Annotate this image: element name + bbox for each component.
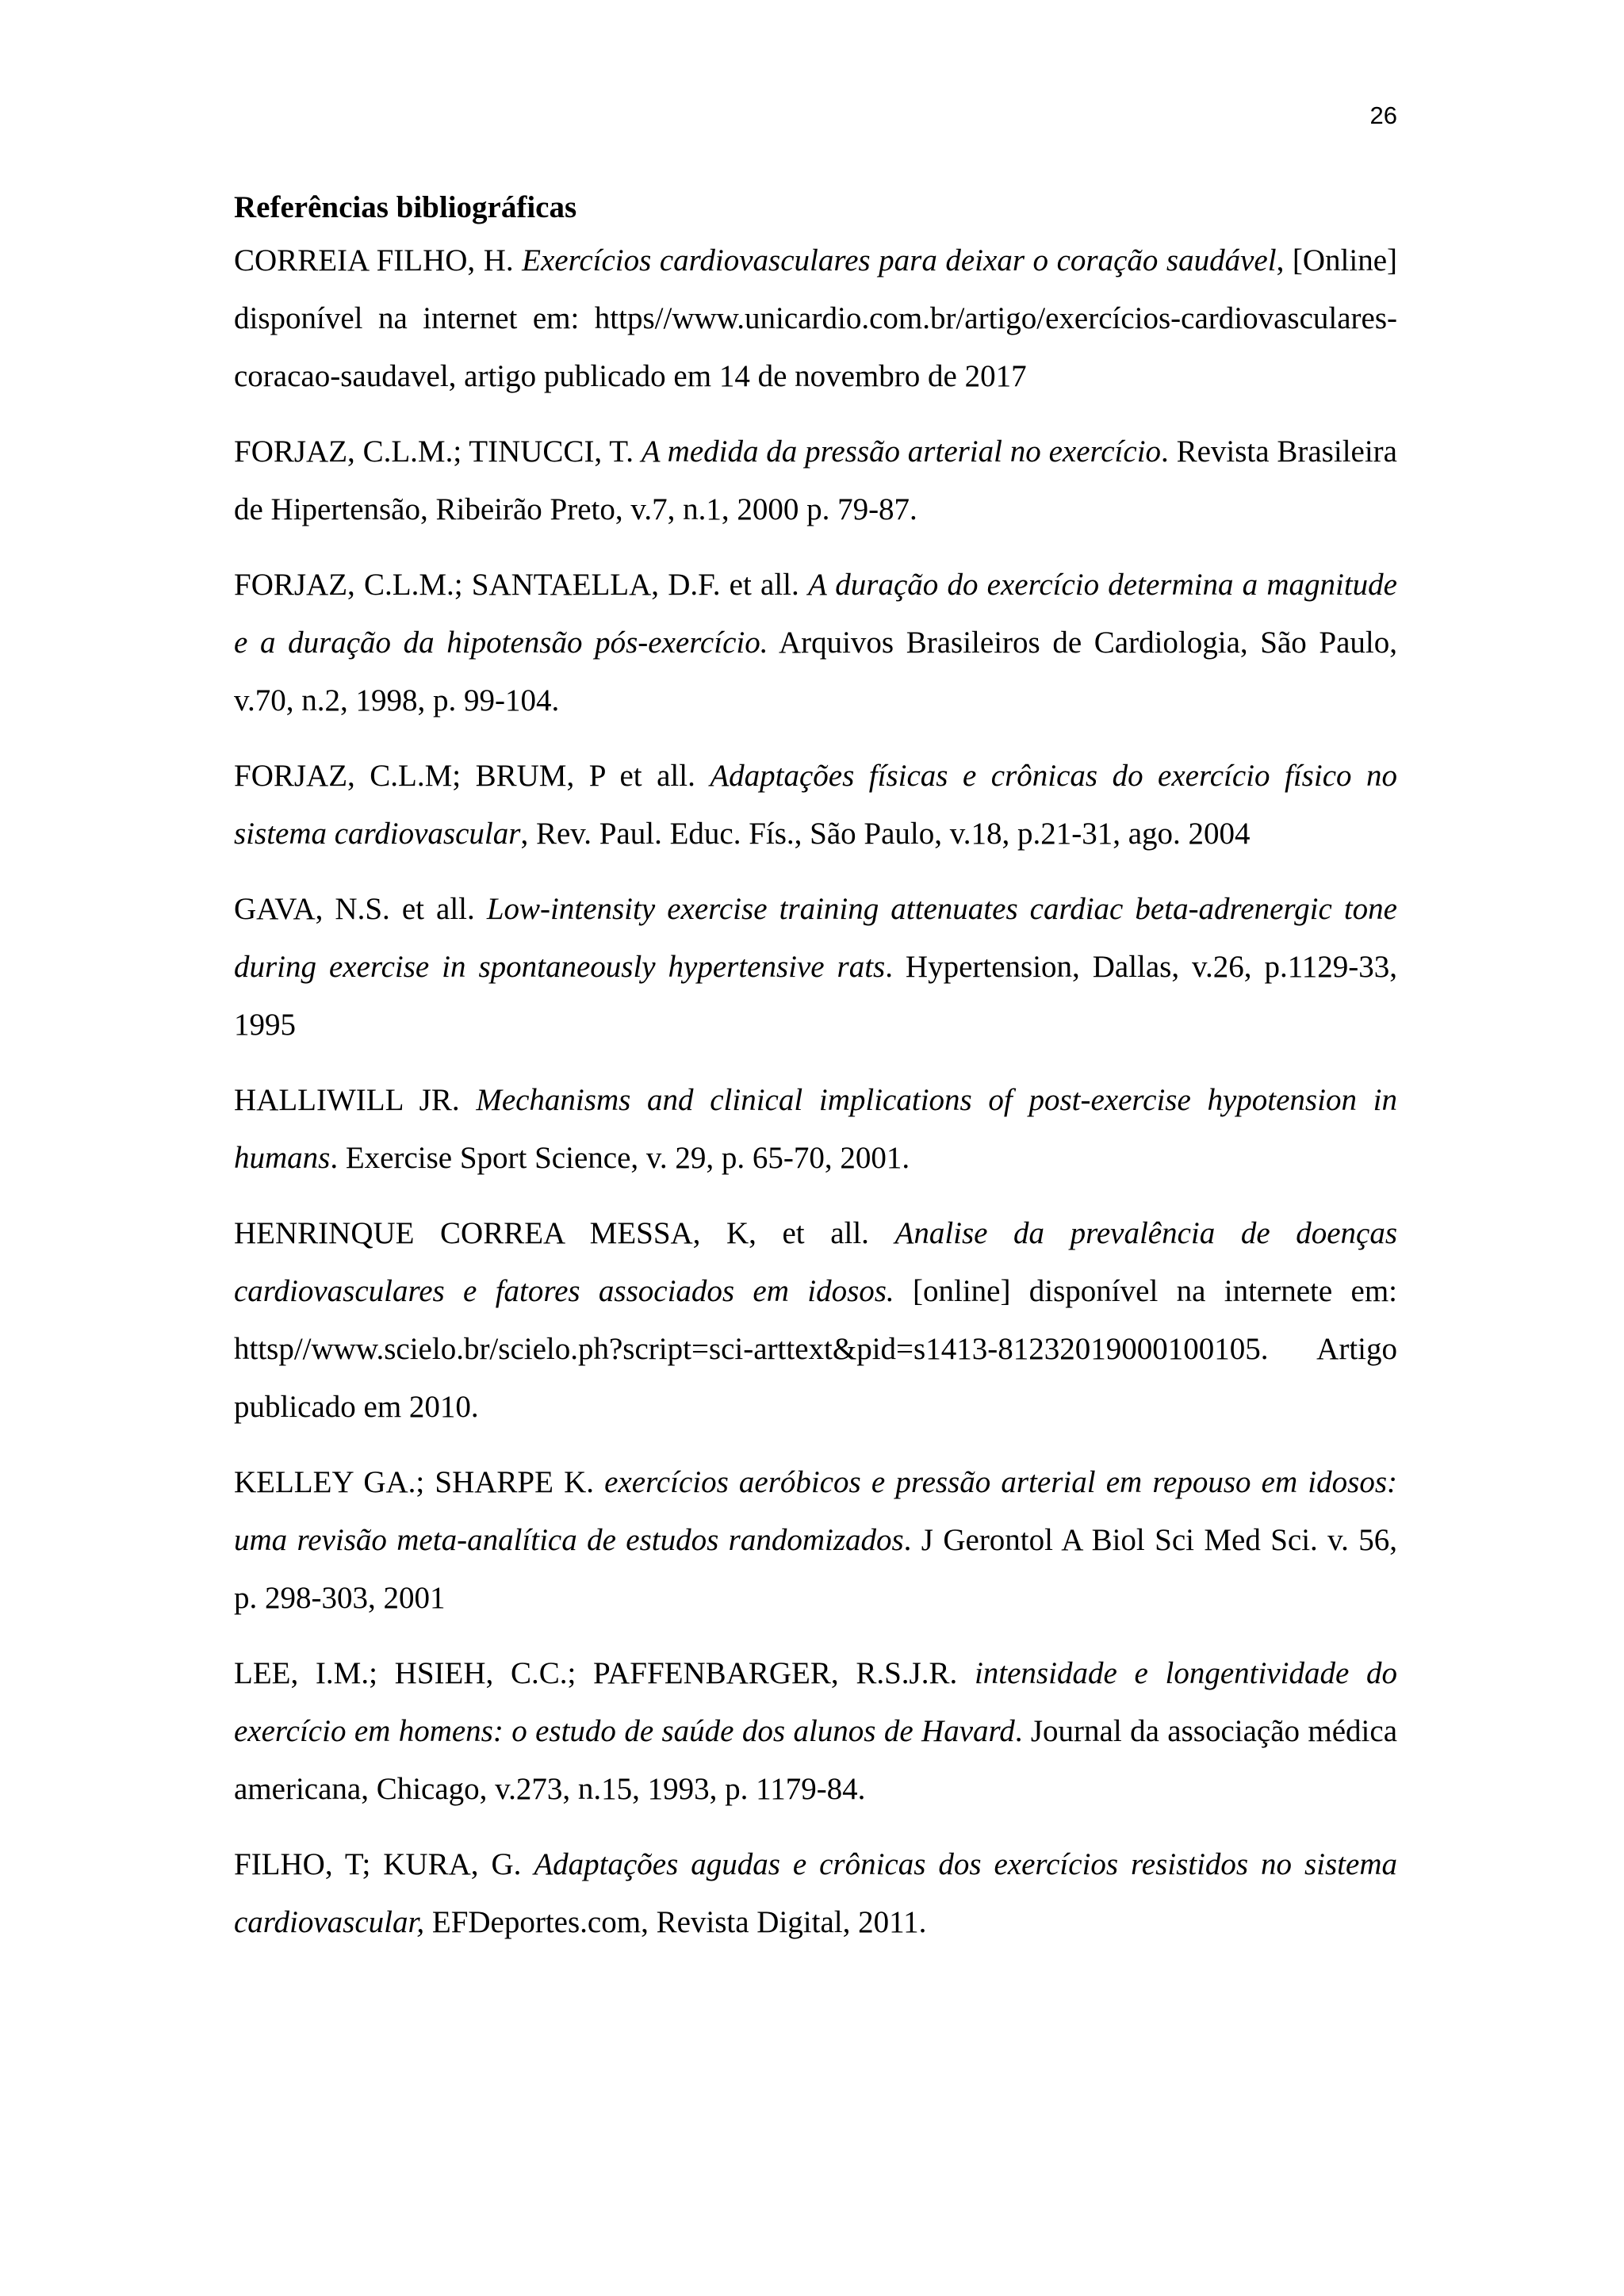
reference-item [234,747,1397,863]
reference-title: exercícios aeróbicos e pressão arterial em repouso em idosos: uma revisão meta-analítica de estudos randomizados [234,1465,1397,1557]
reference-item [234,1644,1397,1818]
reference-source: . Revista Brasileira de Hipertensão, Ribeirão Preto, v.7, n.1, 2000 p. 79-87. [234,434,1397,526]
references-section [234,187,1397,1969]
reference-title: Analise da prevalência de doenças cardiovasculares e fatores associados em idosos. [234,1216,1397,1308]
reference-source: [online] disponível na internete em: httsp//www.scielo.br/scielo.ph?script=sci-arttext&pid=s1413-81232019000100105. Artigo publicado em 2010. [234,1274,1397,1424]
reference-item [234,232,1397,405]
reference-authors: FORJAZ, C.L.M; BRUM, P et all. [234,759,710,793]
reference-title: intensidade e longentividade do exercício em homens: o estudo de saúde dos alunos de Havard [234,1656,1397,1748]
reference-title: Low-intensity exercise training attenuates cardiac beta-adrenergic tone during exercise in spontaneously hypertensive rats [234,892,1397,984]
reference-title: Mechanisms and clinical implications of post-exercise hypotension in humans [234,1083,1397,1175]
reference-source: . Exercise Sport Science, v. 29, p. 65-70, 2001. [330,1141,910,1175]
reference-authors: FORJAZ, C.L.M.; TINUCCI, T. [234,434,642,469]
reference-item [234,423,1397,538]
reference-source: , [Online] disponível na internet em: https//www.unicardio.com.br/artigo/exercícios-cardiovasculares-coracao-saudavel, artigo publicado em 14 de novembro de 2017 [234,243,1397,393]
reference-source: , Rev. Paul. Educ. Fís., São Paulo, v.18, p.21-31, ago. 2004 [520,817,1251,851]
reference-title: A medida da pressão arterial no exercício [641,434,1162,469]
reference-authors: GAVA, N.S. et all. [234,892,487,926]
reference-item [234,1204,1397,1436]
reference-authors: HENRINQUE CORREA MESSA, K, et all. [234,1216,895,1250]
section-heading: Referências bibliográficas [234,190,577,224]
reference-item [234,1071,1397,1187]
reference-title: A duração do exercício determina a magnitude e a duração da hipotensão pós-exercício. [234,568,1397,660]
reference-authors: LEE, I.M.; HSIEH, C.C.; PAFFENBARGER, R.S.J.R. [234,1656,975,1690]
reference-title: Adaptações agudas e crônicas dos exercícios resistidos no sistema cardiovascular, [234,1847,1397,1939]
reference-item [234,1453,1397,1627]
reference-source: EFDeportes.com, Revista Digital, 2011. [424,1905,927,1939]
reference-item [234,880,1397,1054]
reference-authors: CORREIA FILHO, H. [234,243,523,277]
reference-source: Arquivos Brasileiros de Cardiologia, São Paulo, v.70, n.2, 1998, p. 99-104. [234,626,1397,718]
reference-authors: KELLEY GA.; SHARPE K. [234,1465,605,1499]
page-number: 26 [1369,101,1397,129]
reference-title: Adaptações físicas e crônicas do exercício físico no sistema cardiovascular [234,759,1397,851]
reference-source: . J Gerontol A Biol Sci Med Sci. v. 56, p. 298-303, 2001 [234,1523,1397,1615]
reference-item [234,556,1397,729]
reference-source: . Journal da associação médica americana, Chicago, v.273, n.15, 1993, p. 1179-84. [234,1714,1398,1806]
reference-authors: FORJAZ, C.L.M.; SANTAELLA, D.F. et all. [234,568,808,602]
reference-source: . Hypertension, Dallas, v.26, p.1129-33, 1995 [234,950,1397,1042]
reference-item [234,1835,1397,1951]
reference-title: Exercícios cardiovasculares para deixar o coração saudável [522,243,1277,277]
reference-authors: FILHO, T; KURA, G. [234,1847,534,1881]
reference-authors: HALLIWILL JR. [234,1083,477,1117]
